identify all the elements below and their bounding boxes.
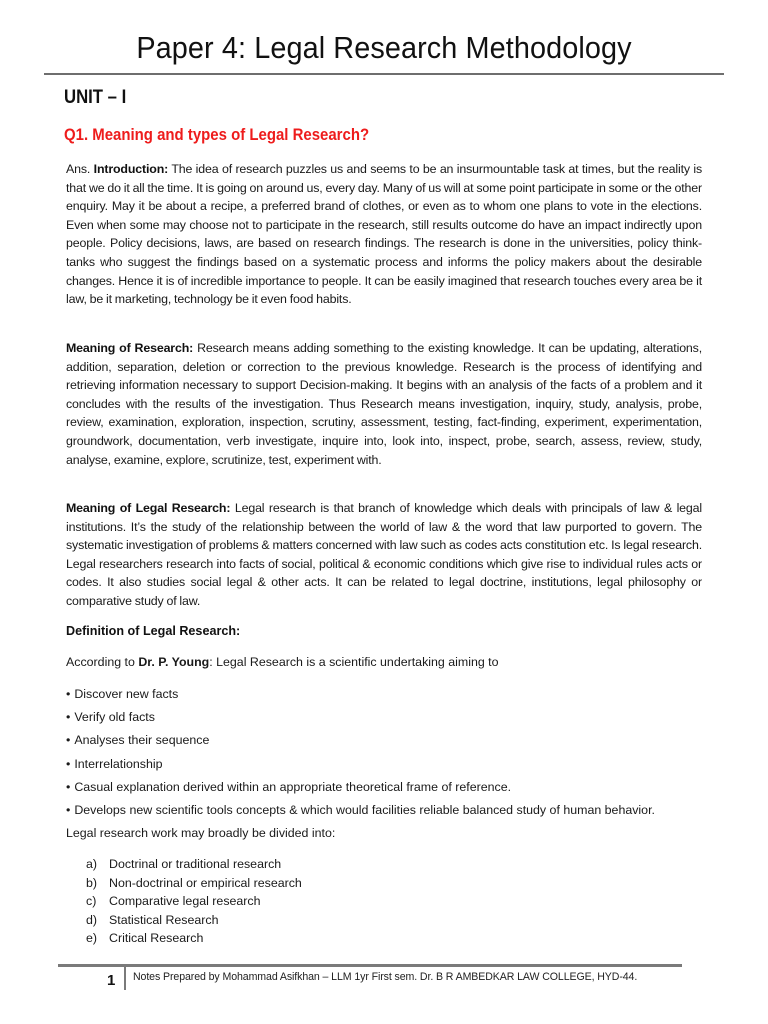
bullet-icon: •: [66, 710, 71, 725]
list-item: e) Critical Research: [86, 930, 302, 949]
according-text: : Legal Research is a scientific undertaking aiming to: [209, 655, 499, 669]
footer-note: Notes Prepared by Mohammad Asifkhan – LLM 1yr First sem. Dr. B R AMBEDKAR LAW COLLEGE, HYD-44.: [133, 971, 638, 983]
list-item: • Verify old facts: [66, 710, 155, 725]
list-item: • Develops new scientific tools concepts & which would facilities reliable balanced study of human behavior.: [66, 802, 655, 817]
title-divider: [44, 73, 724, 75]
research-types-list: [86, 856, 302, 949]
list-marker: c): [86, 894, 97, 909]
list-item: • Analyses their sequence: [66, 733, 210, 748]
meaning-of-legal-research-label: Meaning of Legal Research:: [66, 501, 231, 515]
list-marker: e): [86, 931, 98, 946]
introduction-label: Introduction:: [93, 162, 169, 176]
introduction-text: The idea of research puzzles us and seems to be an insurmountable task at times, but the reality is that we do it all the time. It is going on around us, every day. Many of us will at some point participate in some or the other enquiry. May it be about a recipe, a preferred brand of clothes, or even as to whom one plans to vote in the elections. Even when some may choose not to participate in the research, still results outcome do have an impact indirectly upon people. Policy decisions, laws, are based on research findings. The research is done in the universities, policy think-tanks who suggest the findings based on a systematic process and informs the policy makers about the desirable changes. Hence it is of incredible importance to people. It can be easily imagined that research touches every area be it law, be it marketing, technology be it even food habits.: [66, 162, 703, 307]
answer-prefix: Ans.: [66, 162, 94, 176]
footer-divider: [58, 964, 682, 967]
list-item: d) Statistical Research: [86, 912, 302, 931]
meaning-of-research-text: Research means adding something to the existing knowledge. It can be updating, alterations, addition, separation, deletion or correction to the previous knowledge. Research is the process of identifying and retrieving information necessary to support Decision-making. It begins with an analysis of the facts of a problem and it concludes with the results of the investigation. Thus Research means investigation, inquiry, study, analysis, probe, review, examination, exploration, inspection, scrutiny, assessment, testing, fact-finding, experiment, experimentation, groundwork, documentation, verb investigate, inquire into, look into, inspect, probe, search, assess, review, study, analyse, examine, explore, scrutinize, test, experiment with.: [66, 341, 703, 467]
aims-list: [66, 686, 655, 825]
unit-heading: UNIT – I: [64, 87, 127, 108]
meaning-of-research-label: Meaning of Research:: [66, 341, 194, 355]
list-item: c) Comparative legal research: [86, 893, 302, 912]
according-prefix: According to: [66, 655, 139, 669]
introduction-paragraph: [66, 160, 702, 309]
list-item: • Interrelationship: [66, 756, 163, 771]
definition-according: [66, 655, 499, 669]
document-title: Paper 4: Legal Research Methodology: [136, 30, 632, 65]
list-item: a) Doctrinal or traditional research: [86, 856, 302, 875]
divided-into-text: Legal research work may broadly be divided into:: [66, 826, 336, 840]
page-number: 1: [107, 972, 116, 989]
list-item: • Casual explanation derived within an appropriate theoretical frame of reference.: [66, 779, 512, 794]
list-item: b) Non-doctrinal or empirical research: [86, 875, 302, 894]
list-marker: a): [86, 857, 98, 871]
footer-separator: [124, 967, 126, 990]
meaning-of-research-paragraph: [66, 339, 702, 469]
bullet-icon: •: [66, 687, 71, 701]
meaning-of-legal-research-paragraph: [66, 499, 702, 611]
question-heading: Q1. Meaning and types of Legal Research?: [64, 125, 370, 144]
bullet-icon: •: [66, 756, 71, 771]
meaning-of-legal-research-text: Legal research is that branch of knowledge which deals with principals of law & legal institutions. It’s the study of the relationship between the world of law & the word that law purported to govern. The systematic investigation of problems & matters concerned with law such as codes acts constitution etc. Is legal research. Legal researchers research into facts of social, political & economic conditions which give rise to individual rules acts or codes. It also studies social legal & other acts. It can be related to legal doctrine, institutions, legal philosophy or comparative study of law.: [66, 501, 702, 608]
according-author: Dr. P. Young: [138, 655, 210, 669]
list-marker: d): [86, 912, 98, 927]
definition-heading: Definition of Legal Research:: [66, 624, 241, 638]
bullet-icon: •: [66, 802, 71, 817]
list-item: • Discover new facts: [66, 687, 179, 701]
bullet-icon: •: [66, 779, 71, 794]
list-marker: b): [86, 875, 98, 890]
bullet-icon: •: [66, 733, 71, 748]
